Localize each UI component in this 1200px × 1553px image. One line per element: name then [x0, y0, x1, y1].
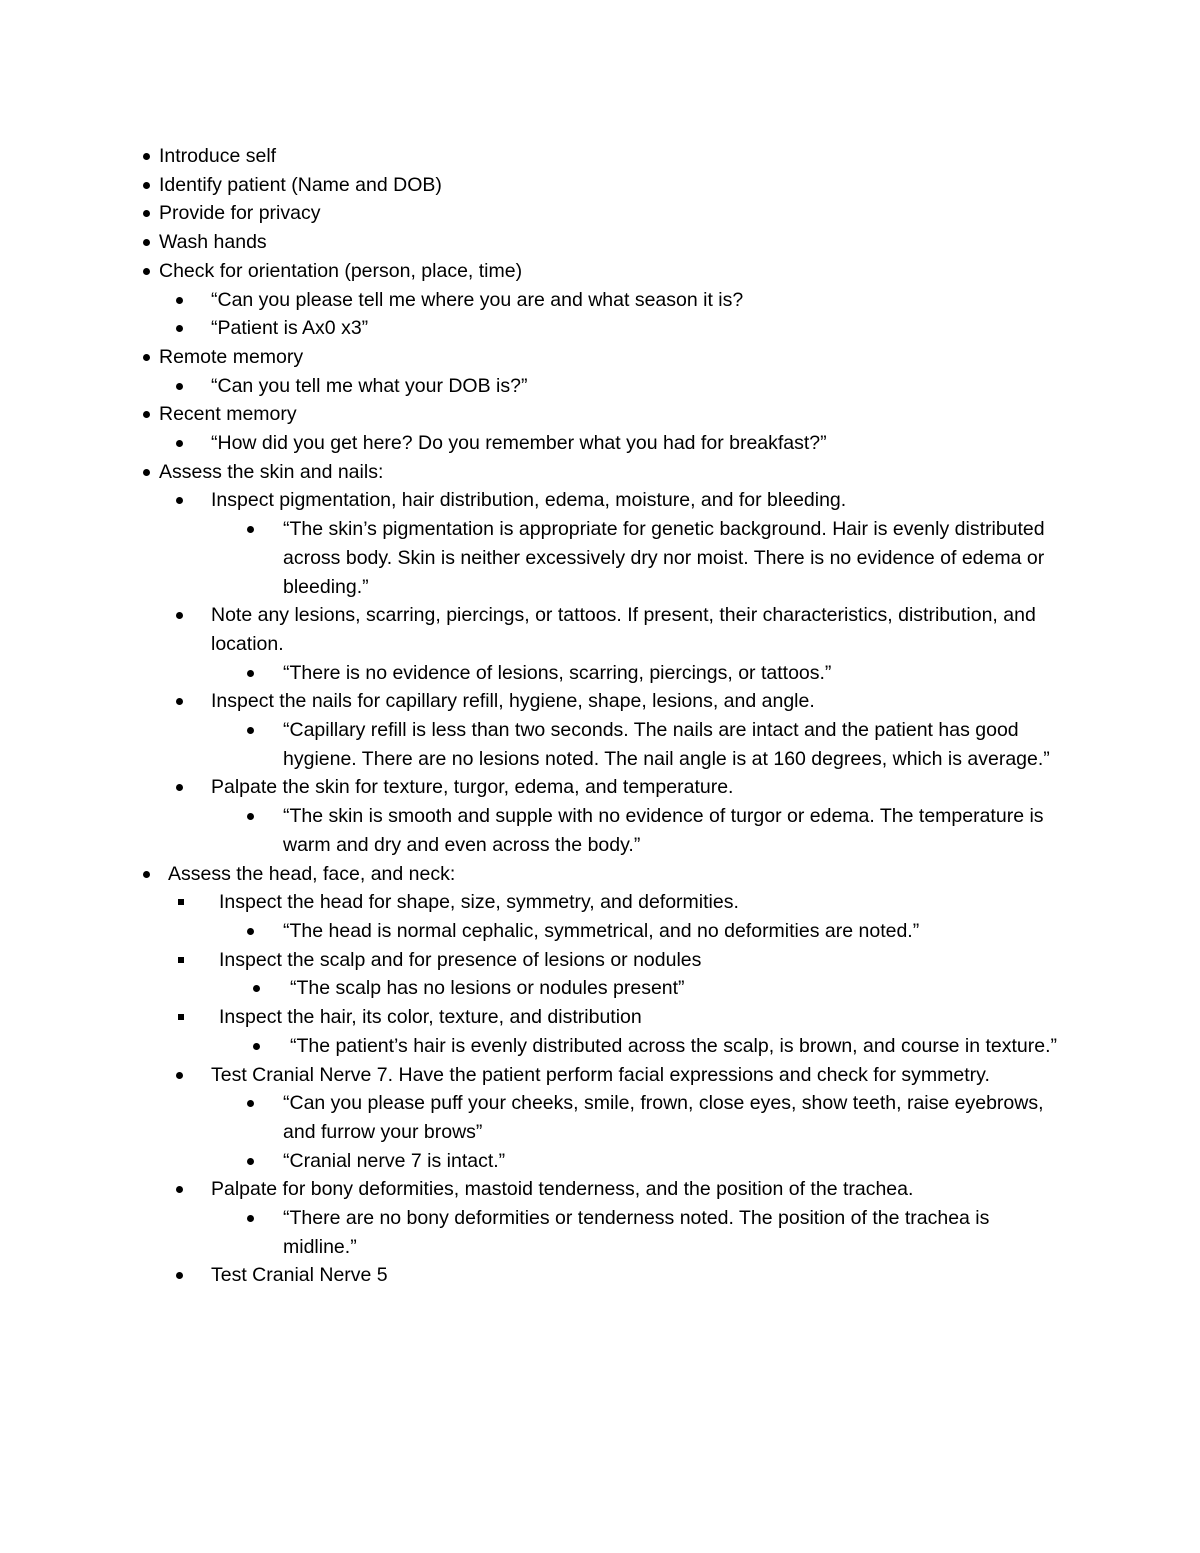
list-item-text: “Patient is Ax0 x3”: [211, 317, 369, 340]
list-item: [0, 1061, 1200, 1090]
list-item-text: Inspect pigmentation, hair distribution, edema, moisture, and for bleeding.: [211, 489, 847, 512]
list-item: [0, 372, 1200, 401]
list-item-text: Palpate for bony deformities, mastoid tenderness, and the position of the trachea.: [211, 1178, 914, 1201]
list-item: [0, 1204, 1200, 1261]
bullet-icon: [253, 1032, 263, 1061]
bullet-icon: [143, 343, 153, 372]
list-item: [0, 1175, 1200, 1204]
list-item: [0, 257, 1200, 286]
bullet-icon: [176, 372, 186, 401]
list-item: [0, 716, 1200, 773]
list-item-text: Assess the head, face, and neck:: [168, 862, 456, 885]
list-item-text: Inspect the nails for capillary refill, hygiene, shape, lesions, and angle.: [211, 690, 815, 713]
list-item: [0, 400, 1200, 429]
list-item-text: Test Cranial Nerve 5: [211, 1264, 388, 1287]
list-item-text: Palpate the skin for texture, turgor, edema, and temperature.: [211, 776, 734, 799]
bullet-icon: [176, 1061, 186, 1090]
bullet-icon: [176, 314, 186, 343]
list-item-text: Note any lesions, scarring, piercings, or tattoos. If present, their characteristics, distribution, and location.: [211, 604, 1036, 655]
list-item-text: Check for orientation (person, place, time): [159, 259, 523, 282]
bullet-icon: [176, 486, 186, 515]
list-item-text: Assess the skin and nails:: [159, 460, 384, 483]
list-item: [0, 171, 1200, 200]
bullet-list: [0, 142, 1200, 1290]
list-item: [0, 228, 1200, 257]
bullet-icon: [176, 601, 186, 630]
list-item: [0, 917, 1200, 946]
list-item-text: “The patient’s hair is evenly distributed across the scalp, is brown, and course in texture.”: [290, 1034, 1058, 1057]
list-item: [0, 343, 1200, 372]
bullet-icon: [247, 716, 257, 745]
list-item-text: “Capillary refill is less than two seconds. The nails are intact and the patient has good hygiene. There are no lesions noted. The nail angle is at 160 degrees, which is average.”: [283, 719, 1050, 770]
bullet-icon: [143, 458, 153, 487]
list-item: [0, 1089, 1200, 1146]
bullet-icon: [176, 429, 186, 458]
list-item-text: “The head is normal cephalic, symmetrical, and no deformities are noted.”: [283, 919, 920, 942]
bullet-icon: [143, 142, 153, 171]
bullet-icon: [247, 1147, 257, 1176]
list-item: [0, 1147, 1200, 1176]
list-item-text: “There is no evidence of lesions, scarring, piercings, or tattoos.”: [283, 661, 832, 684]
list-item-text: Test Cranial Nerve 7. Have the patient perform facial expressions and check for symmetry.: [211, 1063, 990, 1086]
bullet-icon: [176, 286, 186, 315]
list-item: [0, 888, 1200, 917]
list-item: [0, 1261, 1200, 1290]
list-item-text: Inspect the hair, its color, texture, and distribution: [219, 1006, 642, 1029]
list-item: [0, 458, 1200, 487]
list-item-text: “The skin is smooth and supple with no evidence of turgor or edema. The temperature is warm and dry and even across the body.”: [283, 805, 1044, 856]
bullet-icon: [247, 515, 257, 544]
list-item: [0, 286, 1200, 315]
list-item-text: Introduce self: [159, 145, 277, 167]
list-item: [0, 199, 1200, 228]
bullet-icon: [143, 199, 153, 228]
list-item-text: “Can you please tell me where you are and what season it is?: [211, 288, 744, 311]
list-item: [0, 1032, 1200, 1061]
list-item: [0, 314, 1200, 343]
list-item: [0, 974, 1200, 1003]
bullet-icon: [143, 400, 153, 429]
bullet-icon: [176, 687, 186, 716]
list-item-text: Provide for privacy: [159, 202, 321, 225]
list-item: [0, 802, 1200, 859]
list-item: [0, 773, 1200, 802]
list-item: [0, 601, 1200, 658]
list-item: [0, 515, 1200, 601]
list-item-text: Recent memory: [159, 403, 297, 426]
bullet-icon: [247, 917, 257, 946]
bullet-icon: [253, 974, 263, 1003]
bullet-icon: [176, 773, 186, 802]
square-bullet-icon: [178, 888, 188, 917]
bullet-icon: [176, 1261, 186, 1290]
list-item-text: “Can you please puff your cheeks, smile, frown, close eyes, show teeth, raise eyebrows, and furrow your brows”: [283, 1092, 1044, 1143]
list-item: [0, 946, 1200, 975]
bullet-icon: [176, 1175, 186, 1204]
list-item-text: Remote memory: [159, 345, 304, 368]
list-item-text: “The scalp has no lesions or nodules present”: [290, 977, 685, 1000]
list-item: [0, 860, 1200, 889]
square-bullet-icon: [178, 946, 188, 975]
list-item-text: Identify patient (Name and DOB): [159, 173, 442, 196]
bullet-icon: [247, 1089, 257, 1118]
bullet-icon: [143, 228, 153, 257]
list-item: [0, 142, 1200, 171]
bullet-icon: [143, 860, 153, 889]
list-item-text: “Cranial nerve 7 is intact.”: [283, 1149, 506, 1172]
bullet-icon: [247, 659, 257, 688]
list-item-text: “How did you get here? Do you remember what you had for breakfast?”: [211, 432, 827, 455]
list-item: [0, 687, 1200, 716]
list-item: [0, 486, 1200, 515]
list-item-text: Inspect the scalp and for presence of lesions or nodules: [219, 948, 702, 971]
list-item-text: Wash hands: [159, 231, 267, 254]
list-item-text: “The skin’s pigmentation is appropriate for genetic background. Hair is evenly distributed across body. Skin is neither excessively dry nor moist. There is no evidence of edema or bleeding.”: [283, 518, 1045, 598]
list-item: [0, 659, 1200, 688]
bullet-icon: [247, 1204, 257, 1233]
list-item-text: Inspect the head for shape, size, symmetry, and deformities.: [219, 891, 739, 914]
square-bullet-icon: [178, 1003, 188, 1032]
list-item-text: “Can you tell me what your DOB is?”: [211, 374, 528, 397]
list-item: [0, 429, 1200, 458]
bullet-icon: [247, 802, 257, 831]
list-item-text: “There are no bony deformities or tenderness noted. The position of the trachea is midline.”: [283, 1207, 990, 1258]
list-item: [0, 1003, 1200, 1032]
bullet-icon: [143, 257, 153, 286]
bullet-icon: [143, 171, 153, 200]
